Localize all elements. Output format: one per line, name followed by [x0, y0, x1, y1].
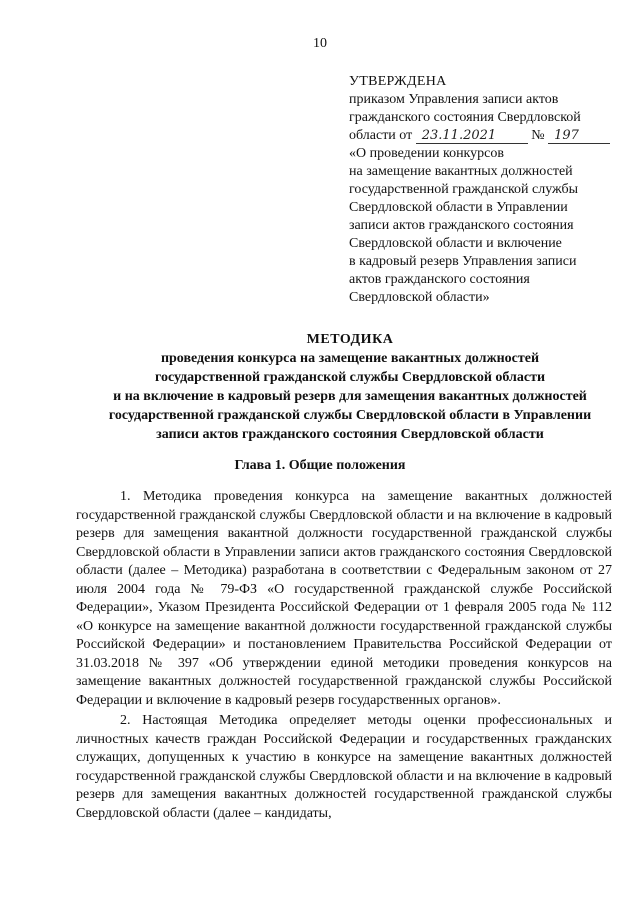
approval-subject-line: «О проведении конкурсов: [349, 146, 504, 161]
paragraph: 2. Настоящая Методика определяет методы оценки профессиональных и личностных качеств граждан Российской Федерации и государственных гражданских служащих, допущенных к участию в конкурсе на замещение вакантных должностей государственной гражданской службы Свердловской области и на включение в кадровый резерв для замещения вакантных должностей государственной гражданской службы Свердловской области (далее – кандидаты,: [76, 713, 612, 821]
document-subtitle-line: и на включение в кадровый резерв для замещения вакантных должностей: [113, 389, 587, 404]
page-number: 10: [313, 36, 327, 51]
document-subtitle-line: проведения конкурса на замещение вакантных должностей: [160, 351, 540, 366]
document-title-block: [60, 330, 640, 444]
handwritten-order-number: 197: [548, 129, 610, 144]
document-title: МЕТОДИКА: [306, 332, 394, 347]
document-body: [76, 488, 612, 825]
approval-subject-line: Свердловской области и включение: [349, 236, 562, 251]
approval-subject-line: Свердловской области»: [349, 290, 490, 305]
approval-line: гражданского состояния Свердловской: [349, 110, 581, 125]
approval-stamp-block: [349, 73, 619, 307]
approval-date-line: [349, 127, 619, 145]
document-subtitle-line: записи актов гражданского состояния Свердловской области: [156, 427, 544, 442]
approval-subject-line: Свердловской области в Управлении: [349, 200, 568, 215]
approval-subject-line: на замещение вакантных должностей: [349, 164, 573, 179]
document-subtitle-line: государственной гражданской службы Свердловской области: [154, 370, 546, 385]
approval-subject-line: записи актов гражданского состояния: [349, 218, 574, 233]
handwritten-date: 23.11.2021: [416, 129, 528, 144]
approval-subject-line: в кадровый резерв Управления записи: [349, 254, 577, 269]
approval-subject-line: государственной гражданской службы: [349, 182, 579, 197]
document-subtitle-line: государственной гражданской службы Свердловской области в Управлении: [108, 408, 592, 423]
chapter-heading: Глава 1. Общие положения: [234, 458, 406, 473]
approval-subject-line: актов гражданского состояния: [349, 272, 530, 287]
paragraph: 1. Методика проведения конкурса на замещение вакантных должностей государственной гражданской службы Свердловской области и на включение в кадровый резерв для замещения вакантной должности государственной гражданской службы Свердловской области в Управлении записи актов гражданского состояния Свердловской области (далее – Методика) разработана в соответствии с Федеральным законом от 27 июля 2004 года № 79-ФЗ «О государственной гражданской службе Российской Федерации», Указом Президента Российской Федерации от 1 февраля 2005 года № 112 «О конкурсе на замещение вакантной должности государственной гражданской службы Российской Федерации» и постановлением Правительства Российской Федерации от 31.03.2018 № 397 «Об утверждении единой методики проведения конкурсов на замещение вакантных должностей государственной гражданской службы Российской Федерации и включение в кадровый резерв государственных органов».: [76, 489, 612, 708]
number-sign: №: [531, 128, 545, 143]
approval-date-prefix: области от: [349, 128, 413, 143]
approval-line: приказом Управления записи актов: [349, 92, 559, 107]
approval-heading: УТВЕРЖДЕНА: [349, 74, 447, 89]
